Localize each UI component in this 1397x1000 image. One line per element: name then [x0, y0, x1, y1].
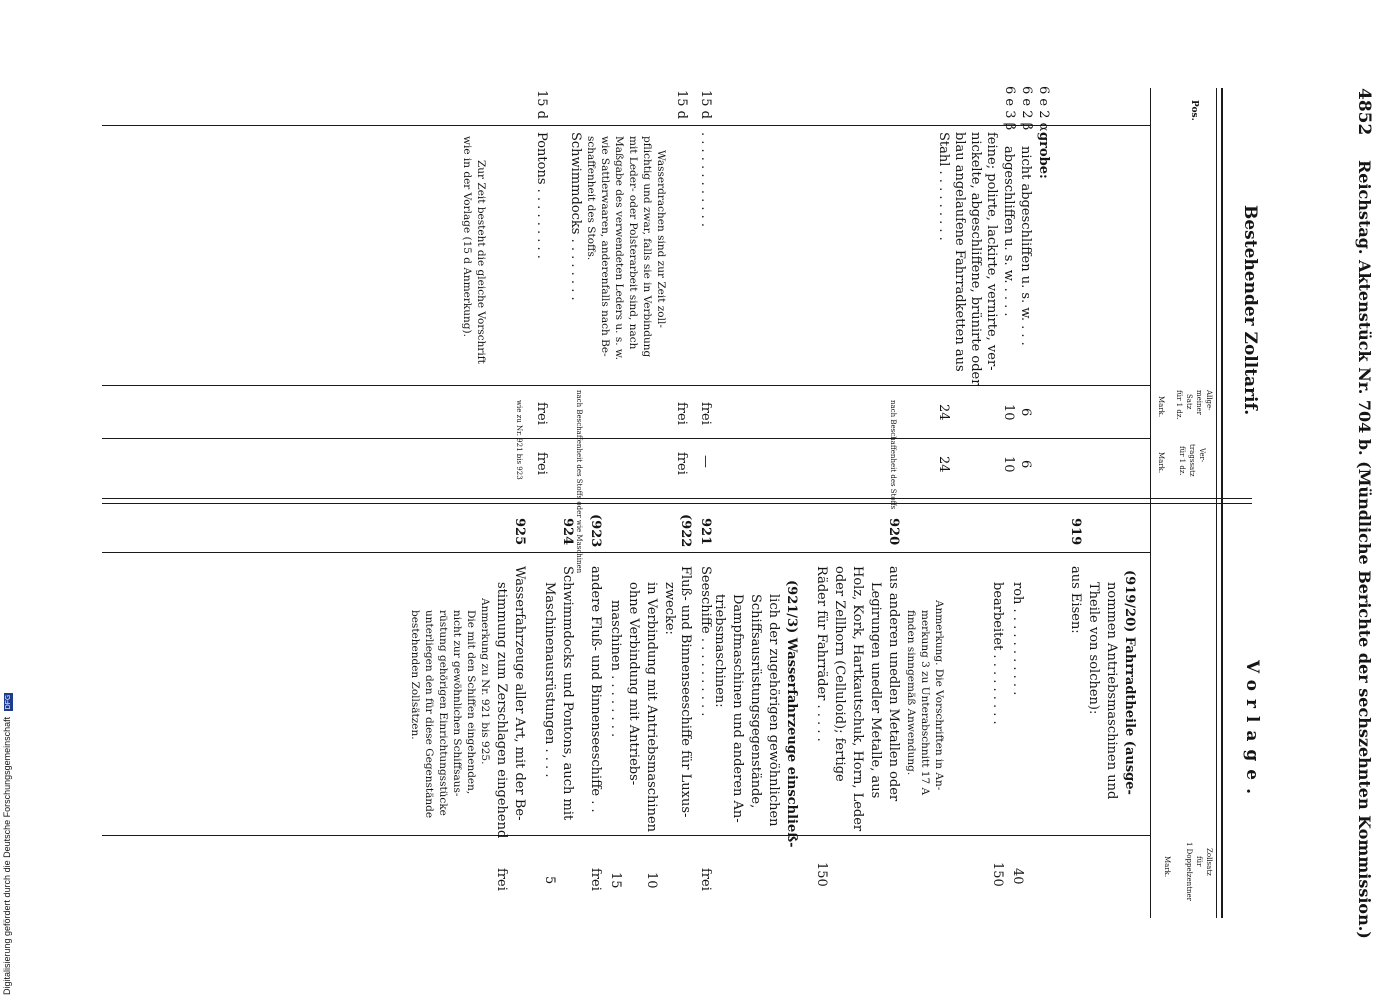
- header-row-border: [1150, 88, 1151, 918]
- right-row-text: (921/3) Wasserfahrzeuge einschließ-: [784, 580, 799, 848]
- left-pos: 6 e 2 α: [1036, 86, 1051, 132]
- left-row-text: nickelte, abgeschliffene, brünirte oder: [968, 132, 983, 386]
- right-row-text: Schwimmdocks und Pontons, auch mit: [560, 566, 575, 821]
- right-row-text: Maschinenausrüstungen . . . .: [542, 582, 557, 778]
- left-row-text: wie Sattlerwaaren, anderenfalls nach Be-: [599, 136, 611, 357]
- left-general-rate: 6: [1018, 408, 1033, 417]
- left-row-text: nicht abgeschliffen u. s. w. . . .: [1018, 146, 1033, 346]
- col-rate-header-1: Zollsatz: [1205, 848, 1213, 876]
- left-row-text: . . . . . . . . . . . .: [698, 132, 713, 228]
- right-row-text: aus Eisen:: [1068, 566, 1083, 634]
- right-row-text: aus anderen unedlen Metallen oder: [886, 566, 901, 802]
- bill-heading: Vorlage.: [1242, 660, 1262, 803]
- col-general-header-1: Allge-: [1205, 390, 1213, 411]
- left-general-rate: frei: [534, 402, 549, 425]
- right-row-text: andere Fluß- und Binnenseeschiffe . .: [588, 566, 603, 813]
- left-row-text: pflichtig und zwar, falls sie in Verbindung: [641, 136, 653, 358]
- col-general-header-2: meiner: [1195, 390, 1203, 416]
- right-nr: 924: [560, 518, 575, 546]
- right-note: merkung 3 zu Unterabschnitt 17 A: [919, 610, 931, 796]
- right-nr: 920: [886, 518, 901, 546]
- right-note: finden sinngemäß Anwendung.: [905, 610, 917, 776]
- existing-tariff-heading: Bestehender Zolltarif.: [1240, 205, 1260, 416]
- right-row-text: (919/20) Fahrradtheile (ausge-: [1122, 570, 1137, 795]
- col-contract-header-1: Ver-: [1198, 448, 1206, 463]
- right-nr: (922: [678, 514, 693, 548]
- col-rate-header-2: für: [1195, 856, 1203, 867]
- dfg-logo: DFG: [5, 694, 12, 710]
- right-row-text: Schiffsausrüstungsgegenstände,: [748, 594, 763, 809]
- page-title: Reichstag. Aktenstück Nr. 704 b. (Mündliche Berichte der sechszehnten Kommission.): [1355, 160, 1374, 939]
- col-general-header-3: Satz: [1185, 394, 1193, 410]
- left-rate-divider: [102, 438, 1150, 439]
- right-row-text: roh . . . . . . . . . . .: [1010, 582, 1025, 696]
- left-row-text: Zur Zeit besteht die gleiche Vorschrift: [475, 160, 487, 364]
- right-row-text: bearbeitet . . . . . . . . .: [990, 582, 1005, 725]
- left-pos: 6 e 3 β: [1002, 86, 1017, 131]
- right-row-text: triebsmaschinen:: [712, 594, 727, 708]
- left-contract-rate: frei: [674, 452, 689, 475]
- left-general-note: wie zu Nr. 921 bis 923: [515, 400, 523, 480]
- left-row-text: blau angelaufene Fahrradketten aus: [952, 132, 967, 372]
- right-row-text: Legirungen unedler Metalle, aus: [868, 582, 883, 799]
- right-note: unterliegen den für diese Gegenstände: [423, 610, 435, 819]
- left-row-text: wie in der Vorlage (15 d Anmerkung).: [461, 136, 473, 337]
- right-nr: 921: [698, 518, 713, 546]
- left-contract-rate: —: [698, 455, 713, 468]
- center-double-rule-2: [102, 503, 1252, 504]
- left-contract-rate: 24: [936, 456, 951, 473]
- col-contract-header-4: Mark.: [1157, 452, 1165, 474]
- right-row-text: Dampfmaschinen und anderen An-: [730, 594, 745, 823]
- left-row-text: schaffenheit des Stoffs.: [585, 136, 597, 261]
- col-general-header-5: Mark.: [1157, 396, 1165, 418]
- right-rate: 15: [608, 872, 623, 889]
- right-row-text: oder Zellhorn (Celluloid); fertige: [832, 566, 847, 782]
- right-note: bestehenden Zollsätzen.: [409, 610, 421, 740]
- right-note: Anmerkung. Die Vorschriften in An-: [933, 600, 945, 791]
- left-row-text: Maßgabe des verwendeten Leders u. s. w.: [613, 136, 625, 360]
- right-row-text: Wasserfahrzeuge aller Art, mit der Be-: [512, 566, 527, 821]
- col-contract-header-3: für 1 dz.: [1178, 446, 1186, 476]
- right-rate: frei: [494, 868, 509, 891]
- left-row-text: abgeschliffen u. s. w. . . . .: [1001, 146, 1016, 317]
- right-row-text: Räder für Fahrräder . . . . .: [814, 566, 829, 742]
- right-row-text: ohne Verbindung mit Antriebs-: [626, 582, 641, 786]
- left-contract-rate: frei: [534, 452, 549, 475]
- left-contract-rate: 10: [1001, 456, 1016, 473]
- col-pos-header: Pos.: [1189, 100, 1199, 121]
- right-rate-column-border: [102, 835, 1150, 836]
- right-rate: 150: [990, 862, 1005, 887]
- right-row-text: Theile von solchen):: [1086, 582, 1101, 715]
- left-general-rate: 10: [1001, 404, 1016, 421]
- left-rate-column-border: [102, 385, 1150, 386]
- col-rate-header-4: Mark.: [1163, 856, 1171, 878]
- left-pos: 15 d: [674, 90, 689, 119]
- right-row-text: lich der zugehörigen gewöhnlichen: [766, 594, 781, 827]
- left-pos: 15 d: [534, 90, 549, 119]
- col-contract-header-2: tragssatz: [1188, 444, 1196, 477]
- right-row-text: in Verbindung mit Antriebsmaschinen: [644, 582, 659, 833]
- right-rate: 5: [542, 876, 557, 885]
- left-pos: 6 e 2 β: [1019, 86, 1034, 131]
- left-table-top-border: [102, 125, 1150, 126]
- left-contract-rate: 6: [1018, 460, 1033, 469]
- right-row-text: Holz, Kork, Hartkautschuk, Horn, Leder: [850, 566, 865, 832]
- col-rate-header-3: 1 Doppelzentner: [1185, 842, 1193, 901]
- right-rate: frei: [588, 868, 603, 891]
- right-rate: 150: [814, 862, 829, 887]
- right-row-text: maschinen . . . . . . . .: [608, 600, 623, 738]
- right-note: Anmerkung zu Nr. 921 bis 925.: [479, 598, 491, 765]
- left-row-text: Pontons . . . . . . . . .: [534, 132, 549, 259]
- right-note: nicht zur gewöhnlichen Schiffsaus-: [451, 610, 463, 797]
- center-double-rule-1: [102, 498, 1252, 499]
- right-nr: 919: [1068, 518, 1083, 546]
- left-row-text: Stahl . . . . . . . . .: [936, 132, 951, 241]
- credit-text: Digitalisierung gefördert durch die Deutsche Forschungsgemeinschaft: [2, 716, 12, 995]
- right-row-text: nommen Antriebsmaschinen und: [1104, 582, 1119, 800]
- left-general-rate: frei: [698, 402, 713, 425]
- right-nr: (923: [588, 514, 603, 548]
- digitization-credit: [2, 693, 13, 995]
- right-note: Die mit den Schiffen eingehenden,: [465, 610, 477, 795]
- right-rate: frei: [698, 868, 713, 891]
- left-row-text: Schwimmdocks . . . . . . . .: [568, 132, 583, 301]
- right-row-text: Fluß- und Binnenseeschiffe für Luxus-: [678, 566, 693, 818]
- left-row-text: mit Leder- oder Polsterarbeit sind, nach: [627, 136, 639, 350]
- left-general-rate: 24: [936, 404, 951, 421]
- left-row-text: feine; polirte, lackirte, vernirte, ver-: [984, 132, 999, 371]
- col-general-header-4: für 1 dz.: [1175, 390, 1183, 420]
- right-note: rüstung gehörigen Einrichtungsstücke: [437, 610, 449, 816]
- right-row-text: zwecke:: [662, 582, 677, 635]
- right-row-text: Seeschiffe . . . . . . . . . .: [698, 566, 713, 717]
- right-rate: 40: [1010, 868, 1025, 885]
- page-number: 4852: [1354, 88, 1374, 136]
- right-row-text: stimmung zum Zerschlagen eingehend: [494, 582, 509, 839]
- left-general-note: nach Beschaffenheit des Stoffs: [889, 400, 897, 510]
- left-general-note: nach Beschaffenheit des Stoffs oder wie Maschinen: [575, 390, 583, 574]
- right-rate: 10: [644, 872, 659, 889]
- left-pos: 15 d: [698, 90, 713, 119]
- right-nr: 925: [512, 518, 527, 546]
- right-table-top-border: [102, 552, 1150, 553]
- left-row-text: Wasserdrachen sind zur Zeit zoll-: [655, 150, 667, 328]
- left-row-text: grobe:: [1036, 132, 1051, 179]
- left-general-rate: frei: [674, 402, 689, 425]
